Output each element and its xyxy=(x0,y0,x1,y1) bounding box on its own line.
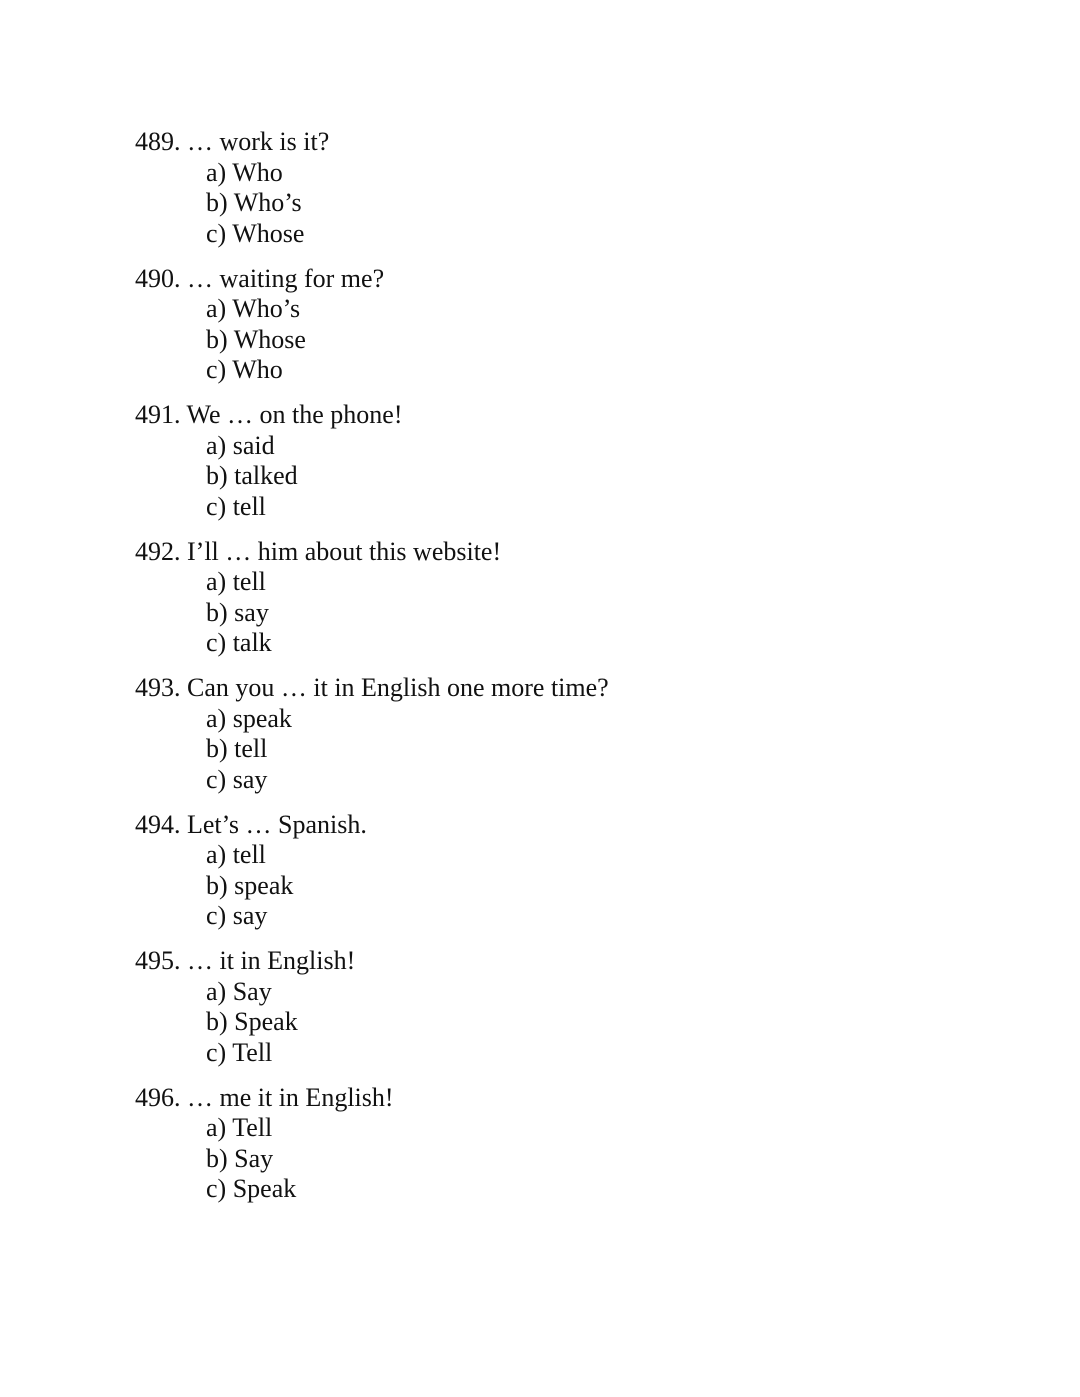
answer-option: b) Say xyxy=(206,1143,274,1173)
answer-option: c) say xyxy=(206,764,268,794)
question-stem: 495. … it in English! xyxy=(135,946,356,975)
answer-option: b) Speak xyxy=(206,1007,298,1036)
answer-option: a) said xyxy=(206,430,275,460)
answer-option: c) say xyxy=(206,901,268,930)
answer-option: b) speak xyxy=(206,870,294,900)
answer-option: b) Whose xyxy=(206,324,306,354)
question-block xyxy=(135,264,609,386)
question-stem: 496. … me it in English! xyxy=(135,1082,394,1112)
answer-option: b) talked xyxy=(206,461,298,490)
question-stem: 489. … work is it? xyxy=(135,127,330,156)
answer-option: b) Who’s xyxy=(206,188,302,217)
answer-option: c) tell xyxy=(206,491,266,521)
answer-option: a) tell xyxy=(206,567,266,596)
answer-option: b) tell xyxy=(206,734,268,763)
answer-option: c) Tell xyxy=(206,1037,273,1067)
answer-option: a) tell xyxy=(206,840,266,869)
answer-option: a) Who’s xyxy=(206,294,301,323)
question-list xyxy=(135,127,609,1219)
answer-option: c) Whose xyxy=(206,218,305,248)
answer-option: a) Say xyxy=(206,976,272,1006)
question-stem: 492. I’ll … him about this website! xyxy=(135,536,502,566)
answer-option: c) Who xyxy=(206,355,283,384)
question-stem: 493. Can you … it in English one more time? xyxy=(135,673,609,702)
question-stem: 494. Let’s … Spanish. xyxy=(135,809,367,839)
question-block xyxy=(135,673,609,795)
question-block xyxy=(135,400,609,522)
question-block xyxy=(135,810,609,932)
question-stem: 490. … waiting for me? xyxy=(135,263,385,293)
answer-option: a) Who xyxy=(206,157,283,187)
question-block xyxy=(135,537,609,659)
question-stem: 491. We … on the phone! xyxy=(135,400,403,429)
answer-option: a) speak xyxy=(206,703,292,733)
answer-option: c) talk xyxy=(206,628,272,657)
question-block xyxy=(135,946,609,1068)
question-block xyxy=(135,1083,609,1205)
answer-option: c) Speak xyxy=(206,1174,297,1203)
answer-option: a) Tell xyxy=(206,1113,273,1142)
answer-option: b) say xyxy=(206,597,269,627)
question-block xyxy=(135,127,609,249)
